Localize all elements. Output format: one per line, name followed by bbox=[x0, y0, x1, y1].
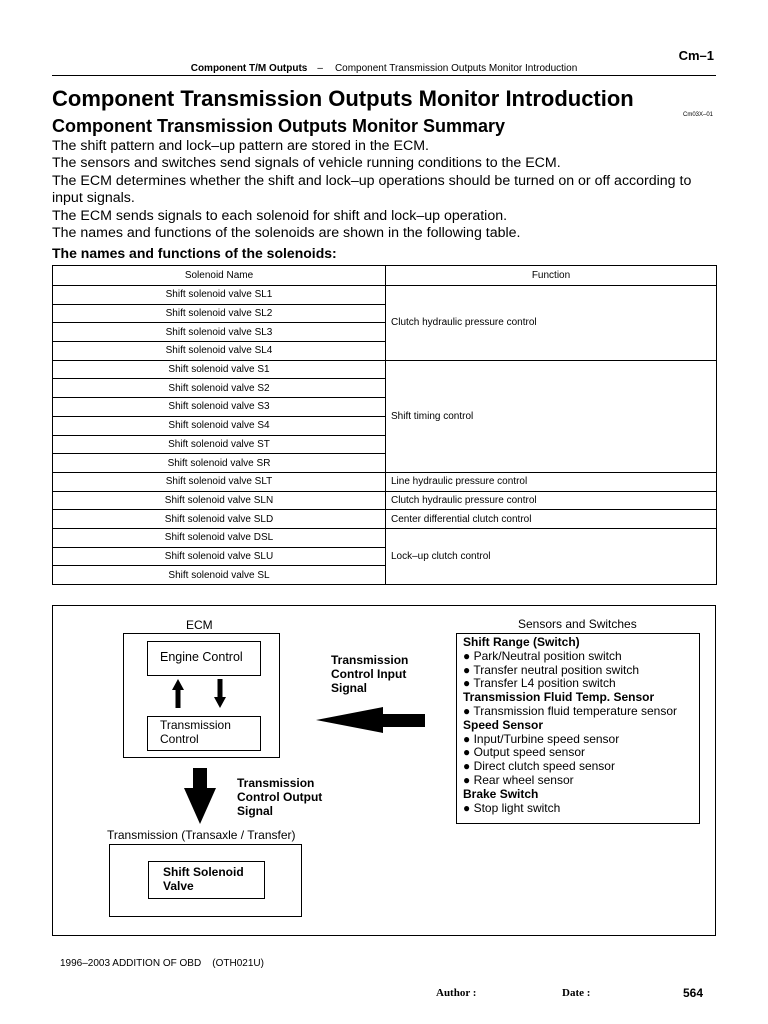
solenoid-name: Shift solenoid valve ST bbox=[53, 435, 386, 454]
solenoid-name: Shift solenoid valve SL3 bbox=[53, 323, 386, 342]
function-cell: Shift timing control bbox=[386, 360, 717, 472]
left-arrow-icon bbox=[316, 707, 425, 733]
sensor-group: Shift Range (Switch) bbox=[463, 635, 580, 649]
page-number: 564 bbox=[683, 986, 704, 1000]
solenoid-name: Shift solenoid valve SL1 bbox=[53, 286, 386, 305]
sensor-group: Transmission Fluid Temp. Sensor bbox=[463, 690, 655, 705]
paragraph: The names and functions of the solenoids are shown in the following table. bbox=[52, 225, 521, 242]
output-signal-label: Transmission Control Output Signal bbox=[237, 776, 323, 818]
transmission-label: Transmission (Transaxle / Transfer) bbox=[107, 828, 296, 842]
solenoid-name: Shift solenoid valve SLD bbox=[53, 510, 386, 529]
sensor-group: Speed Sensor bbox=[463, 717, 544, 732]
solenoid-name: Shift solenoid valve SL4 bbox=[53, 342, 386, 361]
sensor-item: ● Output speed sensor bbox=[463, 745, 585, 760]
paragraph: The sensors and switches send signals of vehicle running conditions to the ECM. bbox=[52, 155, 561, 172]
document-code: Cm03X–01 bbox=[683, 112, 714, 118]
author-label: Author : bbox=[436, 987, 477, 999]
date-label: Date : bbox=[562, 987, 591, 999]
down-arrow-icon bbox=[214, 679, 226, 708]
engine-control-label: Engine Control bbox=[160, 650, 243, 664]
solenoid-name: Shift solenoid valve SL bbox=[53, 566, 386, 585]
sensor-item: ● Direct clutch speed sensor bbox=[463, 759, 615, 774]
sensor-item: ● Park/Neutral position switch bbox=[463, 648, 622, 663]
solenoid-name: Shift solenoid valve S2 bbox=[53, 379, 386, 398]
sensors-label: Sensors and Switches bbox=[518, 617, 637, 631]
sensor-item: ● Transmission fluid temperature sensor bbox=[463, 703, 678, 718]
header-dash: – bbox=[317, 63, 323, 74]
paragraph: The ECM sends signals to each solenoid for shift and lock–up operation. bbox=[52, 207, 508, 224]
up-arrow-icon bbox=[172, 679, 184, 708]
input-signal-label: Transmission Control Input Signal bbox=[331, 653, 409, 695]
transmission-control-label-2: Control bbox=[160, 732, 199, 746]
footer-text: 1996–2003 ADDITION OF OBD (OTH021U) bbox=[60, 958, 264, 969]
shift-solenoid-label: Shift Solenoid Valve bbox=[163, 865, 244, 893]
sensor-item: ● Input/Turbine speed sensor bbox=[463, 731, 620, 746]
solenoid-name: Shift solenoid valve SR bbox=[53, 454, 386, 473]
ecm-label: ECM bbox=[186, 618, 213, 632]
paragraph: The shift pattern and lock–up pattern are stored in the ECM. bbox=[52, 138, 429, 154]
header-topic: Component Transmission Outputs Monitor Introduction bbox=[334, 63, 578, 74]
solenoid-name: Shift solenoid valve SLT bbox=[53, 472, 386, 491]
solenoid-name: Shift solenoid valve S3 bbox=[53, 398, 386, 417]
paragraph: The ECM determines whether the shift and lock–up operations should be turned on or off according to input signals. bbox=[52, 172, 692, 207]
function-cell: Line hydraulic pressure control bbox=[386, 472, 717, 491]
sensor-item: ● Transfer L4 position switch bbox=[463, 676, 616, 691]
sensor-item: ● Transfer neutral position switch bbox=[463, 662, 639, 677]
function-cell: Center differential clutch control bbox=[386, 510, 717, 529]
solenoid-name: Shift solenoid valve SLU bbox=[53, 547, 386, 566]
solenoid-name: Shift solenoid valve S4 bbox=[53, 416, 386, 435]
function-cell: Clutch hydraulic pressure control bbox=[386, 491, 717, 510]
function-cell: Clutch hydraulic pressure control bbox=[386, 286, 717, 361]
solenoid-name: Shift solenoid valve SL2 bbox=[53, 304, 386, 323]
sensor-group: Brake Switch bbox=[463, 786, 539, 801]
sensor-item: ● Stop light switch bbox=[463, 800, 561, 815]
table-label: The names and functions of the solenoids: bbox=[52, 245, 337, 261]
page-title: Component Transmission Outputs Monitor Introduction bbox=[52, 86, 634, 111]
header-section: Component T/M Outputs bbox=[190, 63, 308, 74]
header-function: Function bbox=[386, 266, 717, 286]
solenoid-name: Shift solenoid valve DSL bbox=[53, 528, 386, 547]
sensors-list bbox=[463, 636, 677, 815]
output-down-arrow-icon bbox=[184, 768, 216, 824]
transmission-control-label-1: Transmission bbox=[160, 718, 231, 732]
solenoid-name: Shift solenoid valve S1 bbox=[53, 360, 386, 379]
solenoid-name: Shift solenoid valve SLN bbox=[53, 491, 386, 510]
function-cell: Lock–up clutch control bbox=[386, 528, 717, 584]
sensor-item: ● Rear wheel sensor bbox=[463, 772, 574, 787]
header-solenoid-name: Solenoid Name bbox=[53, 266, 386, 286]
page-subtitle: Component Transmission Outputs Monitor Summary bbox=[52, 116, 506, 136]
page-id: Cm–1 bbox=[678, 48, 714, 63]
